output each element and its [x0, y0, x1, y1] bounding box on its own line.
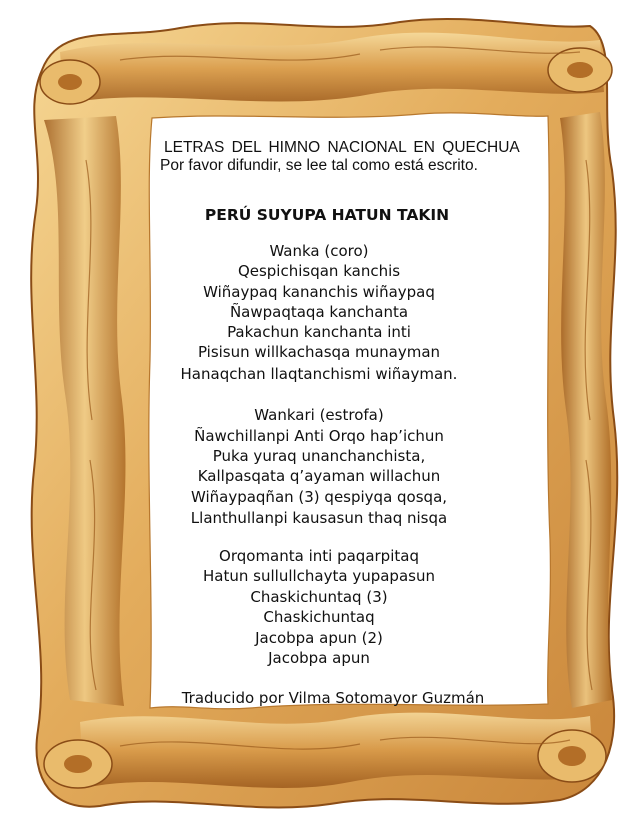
anthem-title: PERÚ SUYUPA HATUN TAKIN — [204, 206, 450, 224]
verse-line: Ñawchillanpi Anti Orqo hap’ichun — [194, 427, 444, 445]
verse-line: Kallpasqata q’ayaman willachun — [197, 467, 441, 485]
chorus-line: Wiñaypaq kananchis wiñaypaq — [203, 283, 435, 301]
verse-line: Wiñaypaqñan (3) qespiyqa qosqa, — [190, 488, 448, 506]
chorus-line: Pisisun willkachasqa munayman — [197, 343, 441, 361]
verse-heading: Wankari (estrofa) — [254, 406, 384, 424]
closing-line: Chaskichuntaq (3) — [250, 588, 388, 606]
translator-credit: Traducido por Vilma Sotomayor Guzmán — [181, 689, 485, 707]
closing-line: Hatun sullullchayta yupapasun — [203, 567, 435, 585]
closing-line: Chaskichuntaq — [263, 608, 375, 626]
chorus-heading: Wanka (coro) — [269, 242, 369, 260]
verse-line: Llanthullanpi kausasun thaq nisqa — [190, 509, 448, 527]
chorus-line: Hanaqchan llaqtanchismi wiñayman. — [180, 365, 458, 383]
header-line-2: Por favor difundir, se lee tal como está escrito. — [160, 157, 478, 174]
closing-line: Jacobpa apun (2) — [255, 629, 383, 647]
header-line-1: LETRAS DEL HIMNO NACIONAL EN QUECHUA — [164, 139, 520, 156]
closing-line: Jacobpa apun — [268, 649, 370, 667]
verse-line: Puka yuraq unanchanchista, — [212, 447, 426, 465]
chorus-line: Pakachun kanchanta inti — [227, 323, 411, 341]
chorus-line: Qespichisqan kanchis — [237, 262, 401, 280]
closing-line: Orqomanta inti paqarpitaq — [219, 547, 419, 565]
chorus-line: Ñawpaqtaqa kanchanta — [229, 303, 409, 321]
